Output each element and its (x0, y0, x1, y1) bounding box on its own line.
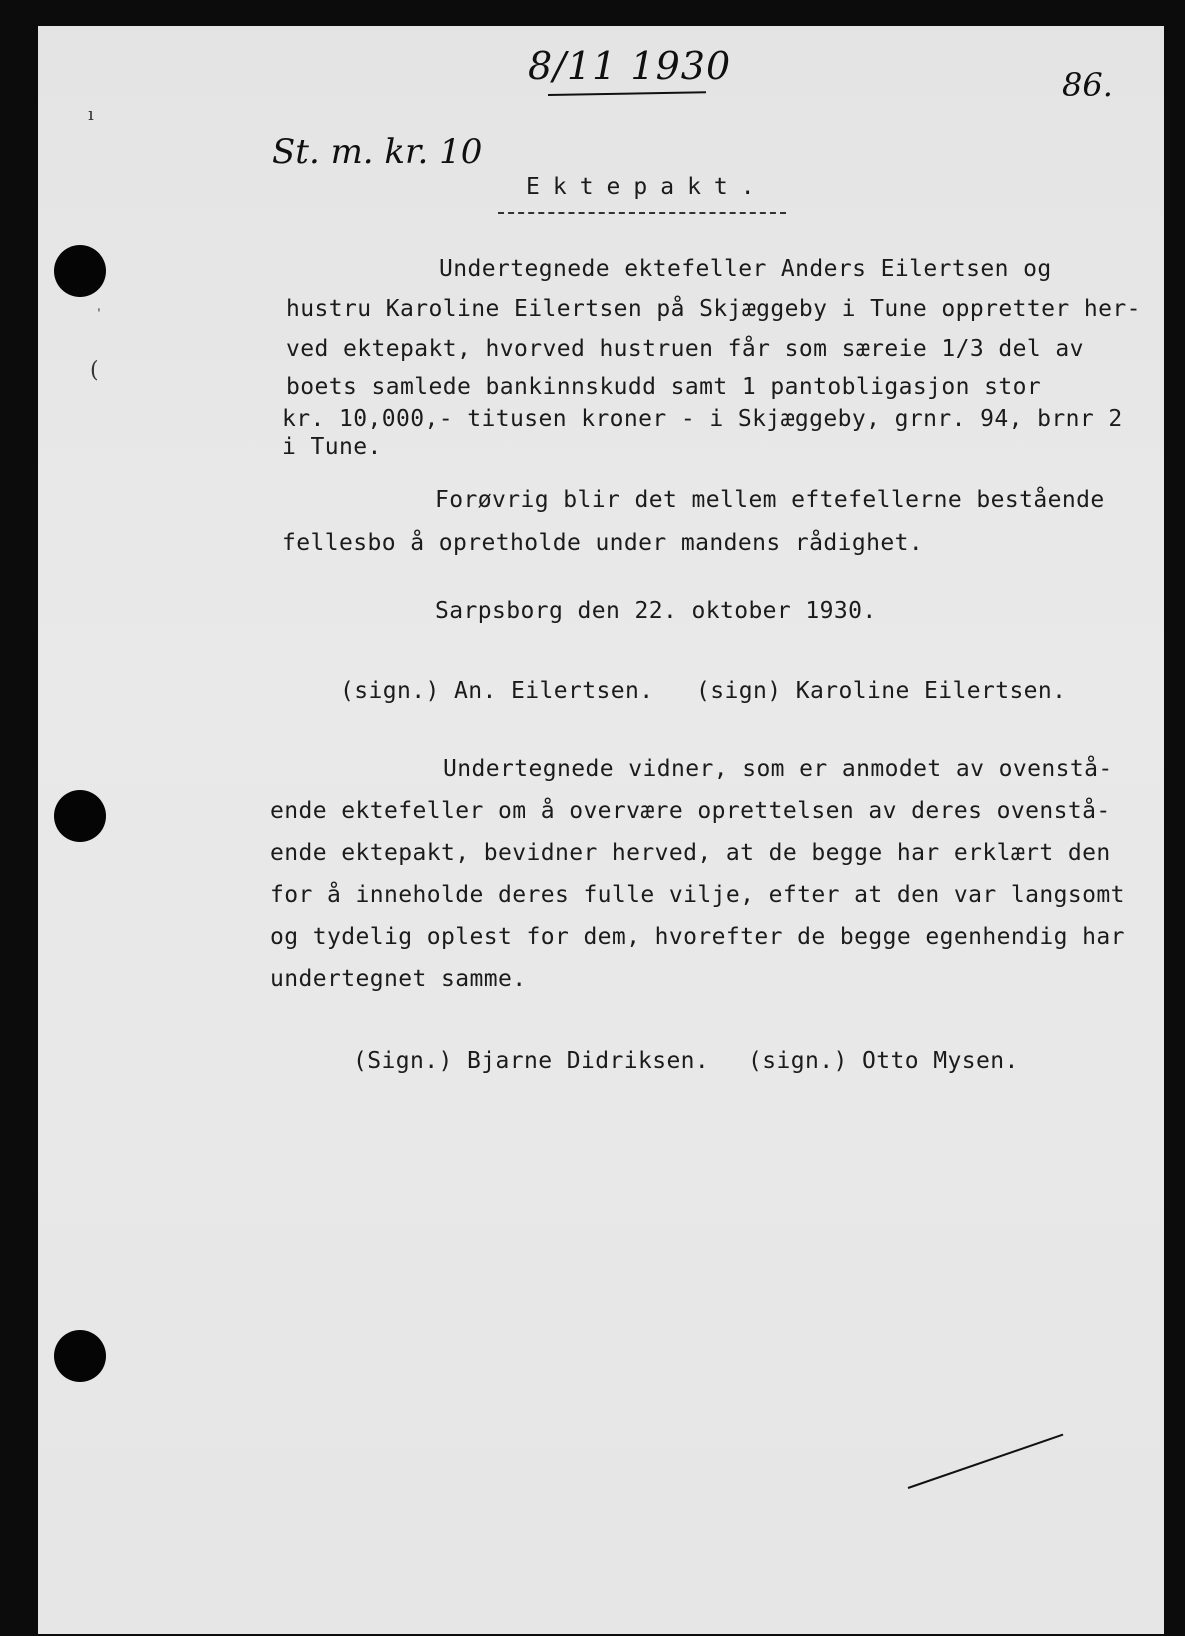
punch-hole-bottom (54, 1330, 106, 1382)
margin-mark: ı (88, 104, 94, 125)
paragraph-line: for å inneholde deres fulle vilje, efter at den var langsomt (270, 882, 1125, 908)
place-and-date: Sarpsborg den 22. oktober 1930. (435, 598, 877, 624)
handwritten-date: 8/11 1930 (528, 44, 732, 88)
margin-mark: ˌ (97, 298, 101, 314)
document-title: Ektepakt. (526, 174, 768, 200)
paragraph-line: fellesbo å opretholde under mandens rådighet. (282, 530, 924, 556)
punch-hole-middle (54, 790, 106, 842)
paragraph-line: ende ektefeller om å overvære oprettelsen av deres ovenstå- (270, 798, 1111, 824)
signature-husband: (sign.) An. Eilertsen. (340, 678, 654, 704)
page-number: 86. (1062, 66, 1113, 104)
paragraph-line: Forøvrig blir det mellem eftefellerne bestående (435, 487, 1105, 513)
paragraph-line: ende ektepakt, bevidner herved, at de begge har erklært den (270, 840, 1111, 866)
margin-mark: ( (90, 358, 99, 383)
paragraph-line: hustru Karoline Eilertsen på Skjæggeby i Tune oppretter her- (286, 296, 1141, 322)
witness-signature-2: (sign.) Otto Mysen. (748, 1048, 1019, 1074)
paragraph-line: Undertegnede ektefeller Anders Eilertsen og (439, 256, 1052, 282)
title-underline (498, 212, 786, 214)
paragraph-line: i Tune. (282, 434, 382, 460)
paragraph-line: Undertegnede vidner, som er anmodet av ovenstå- (443, 756, 1113, 782)
paragraph-line: ved ektepakt, hvorved hustruen får som særeie 1/3 del av (286, 336, 1084, 362)
paragraph-line: boets samlede bankinnskudd samt 1 pantobligasjon stor (286, 374, 1042, 400)
paragraph-line: og tydelig oplest for dem, hvorefter de begge egenhendig har (270, 924, 1125, 950)
punch-hole-top (54, 245, 106, 297)
signature-wife: (sign) Karoline Eilertsen. (696, 678, 1067, 704)
stamp-duty-note: St. m. kr. 10 (272, 132, 483, 172)
witness-signature-1: (Sign.) Bjarne Didriksen. (353, 1048, 710, 1074)
paragraph-line: kr. 10,000,- titusen kroner - i Skjæggeby, grnr. 94, brnr 2 (282, 406, 1123, 432)
paragraph-line: undertegnet samme. (270, 966, 527, 992)
